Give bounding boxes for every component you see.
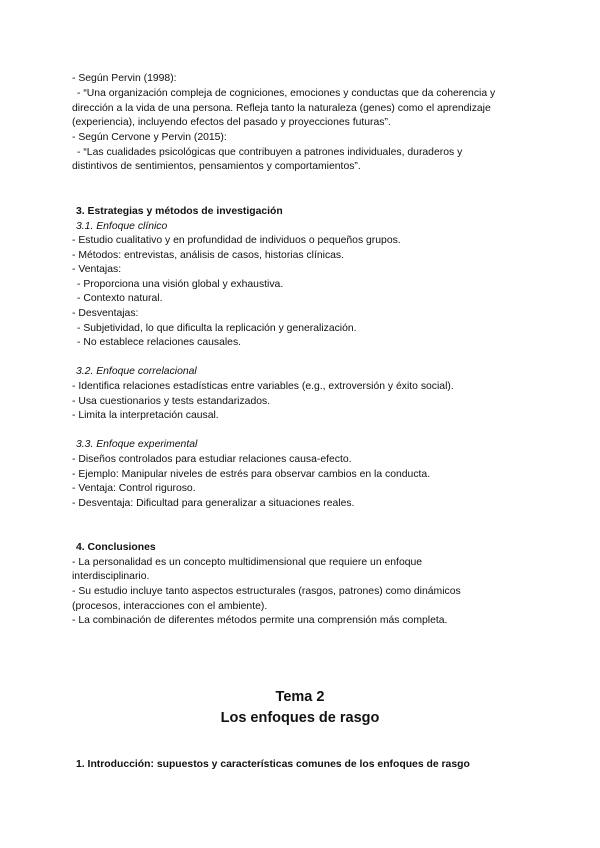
list-item: - Ventajas: (72, 264, 122, 275)
list-item: - Métodos: entrevistas, análisis de casos, historias clínicas. (72, 250, 345, 261)
list-item: - Ventaja: Control riguroso. (72, 483, 196, 494)
section-3-heading: 3. Estrategias y métodos de investigación (76, 206, 283, 217)
conclusion-line: - La personalidad es un concepto multidimensional que requiere un enfoque (72, 557, 423, 568)
pervin-label: - Según Pervin (1998): (72, 73, 177, 84)
list-item: - Identifica relaciones estadísticas entre variables (e.g., extroversión y éxito social). (72, 381, 454, 392)
cervone-quote-line-1: - “Las cualidades psicológicas que contribuyen a patrones individuales, duraderos y (77, 147, 463, 158)
cervone-label: - Según Cervone y Pervin (2015): (72, 132, 227, 143)
pervin-quote-line-2: dirección a la vida de una persona. Refleja tanto la naturaleza (genes) como el aprendizaje (72, 103, 491, 114)
tema-title: Los enfoques de rasgo (220, 710, 380, 726)
list-item: - No establece relaciones causales. (77, 337, 242, 348)
enfoque-experimental-heading: 3.3. Enfoque experimental (76, 439, 198, 450)
section-4-heading: 4. Conclusiones (76, 542, 156, 553)
list-item: - Ejemplo: Manipular niveles de estrés para observar cambios en la conducta. (72, 469, 431, 480)
list-item: - Subjetividad, lo que dificulta la replicación y generalización. (77, 323, 357, 334)
enfoque-clinico-heading: 3.1. Enfoque clínico (76, 221, 168, 232)
enfoque-correlacional-heading: 3.2. Enfoque correlacional (76, 366, 197, 377)
conclusion-line: - Su estudio incluye tanto aspectos estructurales (rasgos, patrones) como dinámicos (72, 586, 461, 597)
list-item: - Desventajas: (72, 308, 139, 319)
cervone-quote-line-2: distintivos de sentimientos, pensamientos y comportamientos”. (72, 161, 361, 172)
list-item: - Estudio cualitativo y en profundidad de individuos o pequeños grupos. (72, 235, 401, 246)
pervin-quote-line-1: - “Una organización compleja de cogniciones, emociones y conductas que da coherencia y (77, 88, 496, 99)
intro-heading: 1. Introducción: supuestos y características comunes de los enfoques de rasgo (76, 759, 470, 770)
pervin-quote-line-3: (experiencia), incluyendo efectos del pasado y proyecciones futuras”. (72, 117, 391, 128)
list-item: - Usa cuestionarios y tests estandarizados. (72, 396, 271, 407)
list-item: - Limita la interpretación causal. (72, 410, 219, 421)
list-item: - Proporciona una visión global y exhaustiva. (77, 279, 284, 290)
list-item: - Desventaja: Dificultad para generalizar a situaciones reales. (72, 498, 355, 509)
list-item: - Diseños controlados para estudiar relaciones causa-efecto. (72, 454, 352, 465)
list-item: - Contexto natural. (77, 293, 163, 304)
conclusion-line: - La combinación de diferentes métodos permite una comprensión más completa. (72, 615, 448, 626)
conclusion-line: interdisciplinario. (72, 571, 150, 582)
tema-number: Tema 2 (275, 689, 325, 705)
conclusion-line: (procesos, interacciones con el ambiente). (72, 601, 268, 612)
